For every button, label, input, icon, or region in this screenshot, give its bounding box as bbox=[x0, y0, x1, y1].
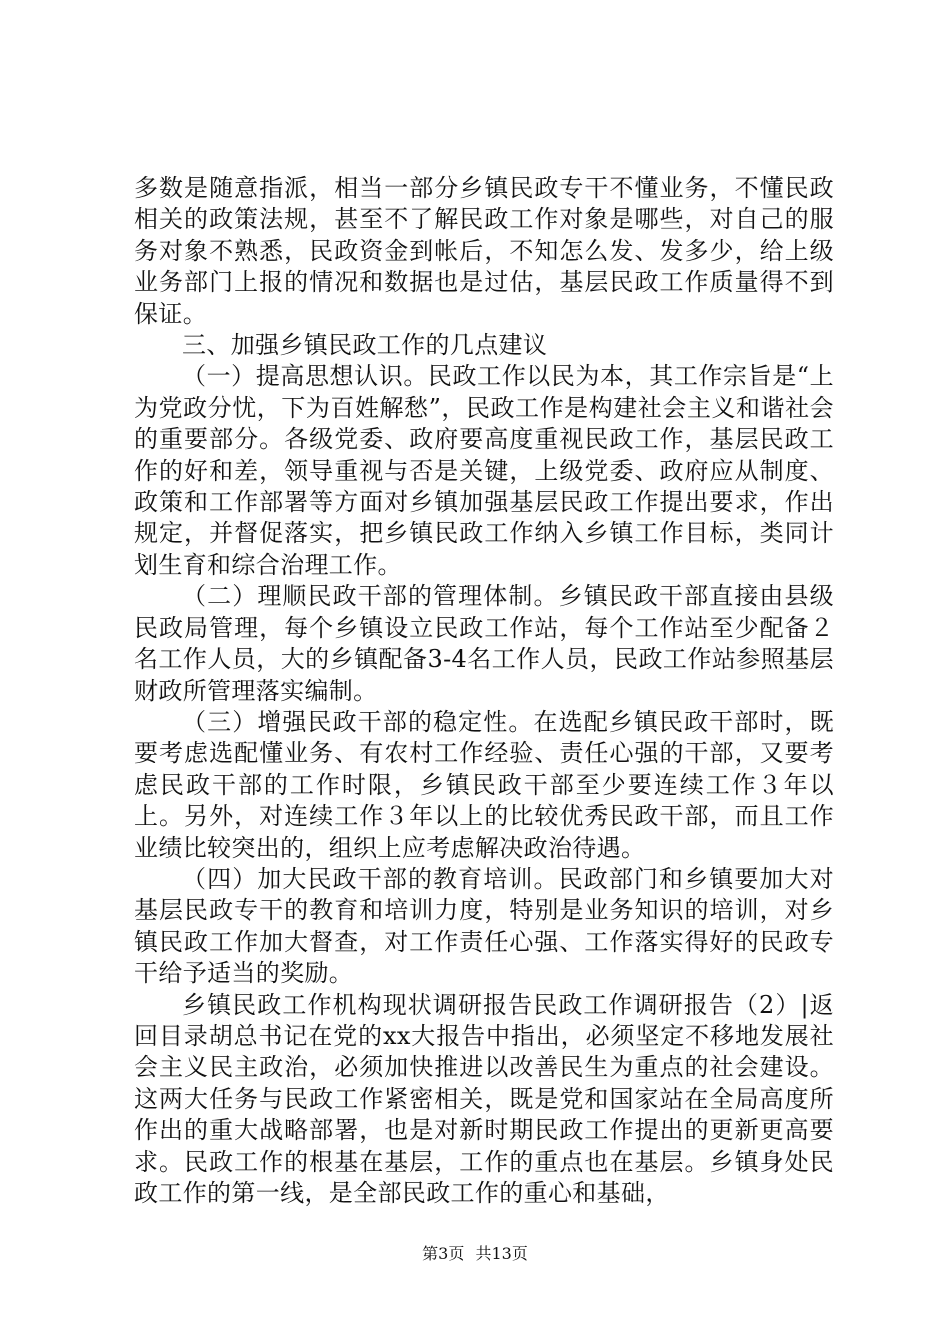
paragraph-6: （四）加大民政干部的教育培训。民政部门和乡镇要加大对基层民政专干的教育和培训力度，特别是业务知识的培训，对乡镇民政工作加大督查，对工作责任心强、工作落实得好的民政专干给予适当的奖励。 bbox=[134, 864, 834, 988]
paragraph-1: 多数是随意指派，相当一部分乡镇民政专干不懂业务，不懂民政相关的政策法规，甚至不了解民政工作对象是哪些，对自己的服务对象不熟悉，民政资金到帐后，不知怎么发、发多少，给上级业务部门上报的情况和数据也是过估，基层民政工作质量得不到保证。 bbox=[134, 174, 834, 328]
section-heading: 三、加强乡镇民政工作的几点建议 bbox=[182, 331, 548, 360]
document-body bbox=[134, 173, 834, 1209]
paragraph-4: （二）理顺民政干部的管理体制。乡镇民政干部直接由县级民政局管理，每个乡镇设立民政工作站，每个工作站至少配备２名工作人员，大的乡镇配备3-4名工作人员，民政工作站参照基层财政所管理落实编制。 bbox=[134, 582, 834, 705]
page-total: 共13页 bbox=[475, 1244, 528, 1263]
paragraph-3: （一）提高思想认识。民政工作以民为本，其工作宗旨是“上为党政分忧，下为百姓解愁”，民政工作是构建社会主义和谐社会的重要部分。各级党委、政府要高度重视民政工作，基层民政工作的好和差，领导重视与否是关键，上级党委、政府应从制度、政策和工作部署等方面对乡镇加强基层民政工作提出要求，作出规定，并督促落实，把乡镇民政工作纳入乡镇工作目标，类同计划生育和综合治理工作。 bbox=[134, 362, 834, 579]
paragraph-7: 乡镇民政工作机构现状调研报告民政工作调研报告（2）|返回目录胡总书记在党的xx大报告中指出，必须坚定不移地发展社会主义民主政治，必须加快推进以改善民生为重点的社会建设。这两大任务与民政工作紧密相关，既是党和国家站在全局高度所作出的重大战略部署，也是对新时期民政工作提出的更新更高要求。民政工作的根基在基层，工作的重点也在基层。乡镇身处民政工作的第一线，是全部民政工作的重心和基础， bbox=[134, 990, 834, 1207]
page-footer bbox=[0, 1244, 950, 1264]
paragraph-5: （三）增强民政干部的稳定性。在选配乡镇民政干部时，既要考虑选配懂业务、有农村工作经验、责任心强的干部，又要考虑民政干部的工作时限，乡镇民政干部至少要连续工作３年以上。另外，对连续工作３年以上的比较优秀民政干部，而且工作业绩比较突出的，组织上应考虑解决政治待遇。 bbox=[134, 707, 834, 862]
page-number: 第3页 bbox=[422, 1244, 465, 1263]
